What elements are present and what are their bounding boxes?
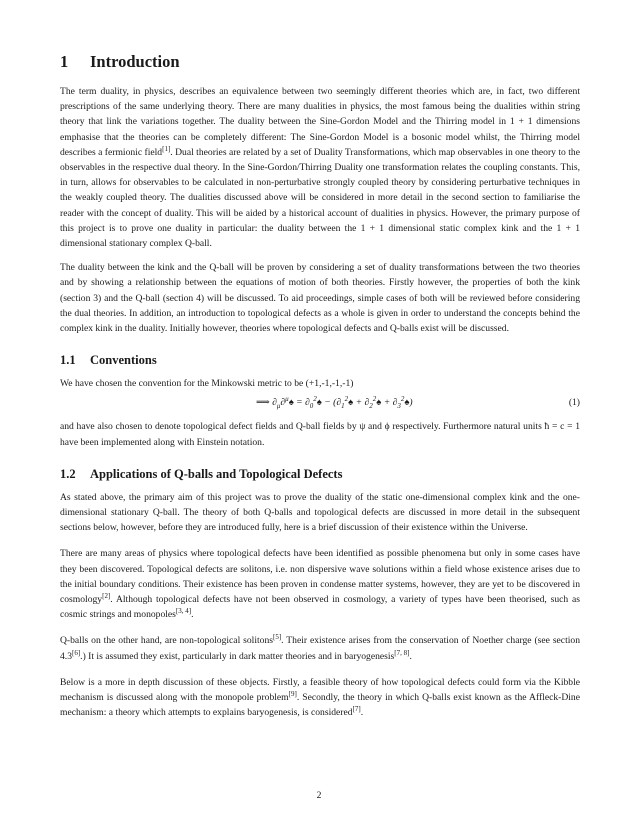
- paragraph-text: .: [360, 707, 364, 719]
- applications-paragraph-4: [60, 675, 580, 721]
- applications-paragraph-1: As stated above, the primary aim of this project was to prove the duality of the static one-dimensional complex kink and the one-dimensional stationary Q-ball. The theory of both Q-balls and topological defects are discussed in more detail in the subsequent sections below, however, before they are introduced fully, here is a brief discussion of their existence within the Universe.: [60, 491, 580, 534]
- subsection-heading-conventions: [60, 352, 580, 368]
- section-title: Introduction: [90, 52, 180, 71]
- subsection-title: Conventions: [90, 353, 157, 368]
- paragraph-text: Below is a more in depth discussion of these objects. Firstly, a feasible theory of how topological defects could form via the Kibble mechanism is discussed along with the monopole problem: [60, 676, 580, 704]
- paragraph-text: . Their existence arises from the conservation of Noether charge (see section 4.3: [60, 635, 580, 662]
- citation: [7, 8]: [394, 648, 410, 657]
- paragraph-text: Q-balls on the other hand, are non-topological solitons: [60, 635, 273, 647]
- citation: [3, 4]: [175, 607, 192, 616]
- page-number: 2: [316, 790, 322, 801]
- equation-body: ⟹ $\partial_\mu\partial^\mu♠$ = $\partial_0^2♠$ − ($\partial_1^2♠$ + $\partial_2^2♠$ + $\partial_3^2♠$): [256, 395, 413, 411]
- conventions-intro: We have chosen the convention for the Minkowski metric to be (+1,-1,-1,-1): [60, 378, 354, 390]
- subsection-number: 1.2: [60, 466, 76, 481]
- subsection-title: Applications of Q-balls and Topological Defects: [90, 466, 343, 481]
- applications-paragraph-3: [60, 633, 580, 663]
- paragraph-text: . Dual theories are related by a set of Duality Transformations, which map observables in one theory to the observables in the respective dual theory. In the Sine-Gordon/Thirring Duality one transformation relates the coupling constants. This, in turn, allows for observables to be calculated in non-perturbative strongly coupled theory by considering perturbative techniques in the weakly coupled theory. The dualities discussed above will be considered in more detail in the second section to familiarise the reader with the concept of duality. This will be aided by a historical account of dualities in physics. However, the primary purpose of this project is to prove one duality in particular: the duality between the 1 + 1 dimensional static complex kink and the 1 + 1 dimensional stationary complex Q-ball.: [60, 146, 580, 250]
- equation-number: (1): [568, 397, 580, 409]
- equation-1: [60, 393, 580, 413]
- section-number: 1: [60, 52, 69, 71]
- citation: [7]: [352, 705, 361, 714]
- paragraph-text: .: [409, 650, 412, 662]
- citation: [1]: [162, 144, 171, 153]
- paragraph-text: . Secondly, the theory in which Q-balls exist known as the Affleck-Dine mechanism: a theory which attempts to explains baryogenesis, is considered: [60, 692, 580, 719]
- paragraph-text: There are many areas of physics where topological defects have been identified as possible phenomena but only in some cases have they been discovered. Topological defects are solitons, i.e. non dispersive wave solutions within a field whose existence arises due to the initial boundary conditions. Their existence has been proven in condense matter systems, however, they are yet to be discovered in cosmology: [60, 548, 580, 606]
- citation: [6]: [72, 648, 81, 657]
- section-heading: [60, 52, 580, 72]
- conventions-after: and have also chosen to denote topological defect fields and Q-ball fields by ψ and ϕ respectively. Furthermore natural units ħ = c = 1 have been implemented along with Einstein notation.: [60, 421, 580, 448]
- page-content: [60, 52, 580, 730]
- citation: [5]: [273, 633, 282, 642]
- subsection-number: 1.1: [60, 353, 76, 368]
- subsection-heading-applications: [60, 466, 580, 482]
- citation: [2]: [102, 591, 111, 600]
- paragraph-text: .: [191, 609, 194, 621]
- paragraph-text: The term duality, in physics, describes an equivalence between two seemingly different theories which are, in fact, two different prescriptions of the same underlying theory. There are many dualities in physics, the most famous being the dualities within string theory that link the variations together. The duality between the Sine-Gordon Model and the Thirring model in 1 + 1 dimensions emphasise that the theories can be completely different: The Sine-Gordon Model is a bosonic model whilst, the Thirring model describes a fermionic field: [60, 86, 580, 158]
- paragraph-text: . Although topological defects have not been observed in cosmology, a variety of types have been theorised, such as cosmic strings and monopoles: [60, 594, 580, 621]
- paragraph-text: The duality between the kink and the Q-ball will be proven by considering a set of duality transformations between the two theories and by showing a relationship between the equations of motion of both theories. Firstly however, the properties of both the kink (section 3) and the Q-ball (section 4) will be discussed. To aid proceedings, simple cases of both will be reviewed before considering the dual theories. In addition, an introduction to topological defects as a whole is given in order to understand the concepts behind the complex kink in the duality. Initially however, theories where topological defects and Q-balls exist will be discussed.: [60, 262, 580, 335]
- paragraph-text: .) It is assumed they exist, particularly in dark matter theories and in baryogenesis: [80, 650, 395, 662]
- intro-paragraph-1: [60, 84, 580, 251]
- intro-paragraph-2: [60, 260, 580, 336]
- applications-paragraph-2: [60, 546, 580, 622]
- citation: [9]: [288, 689, 297, 698]
